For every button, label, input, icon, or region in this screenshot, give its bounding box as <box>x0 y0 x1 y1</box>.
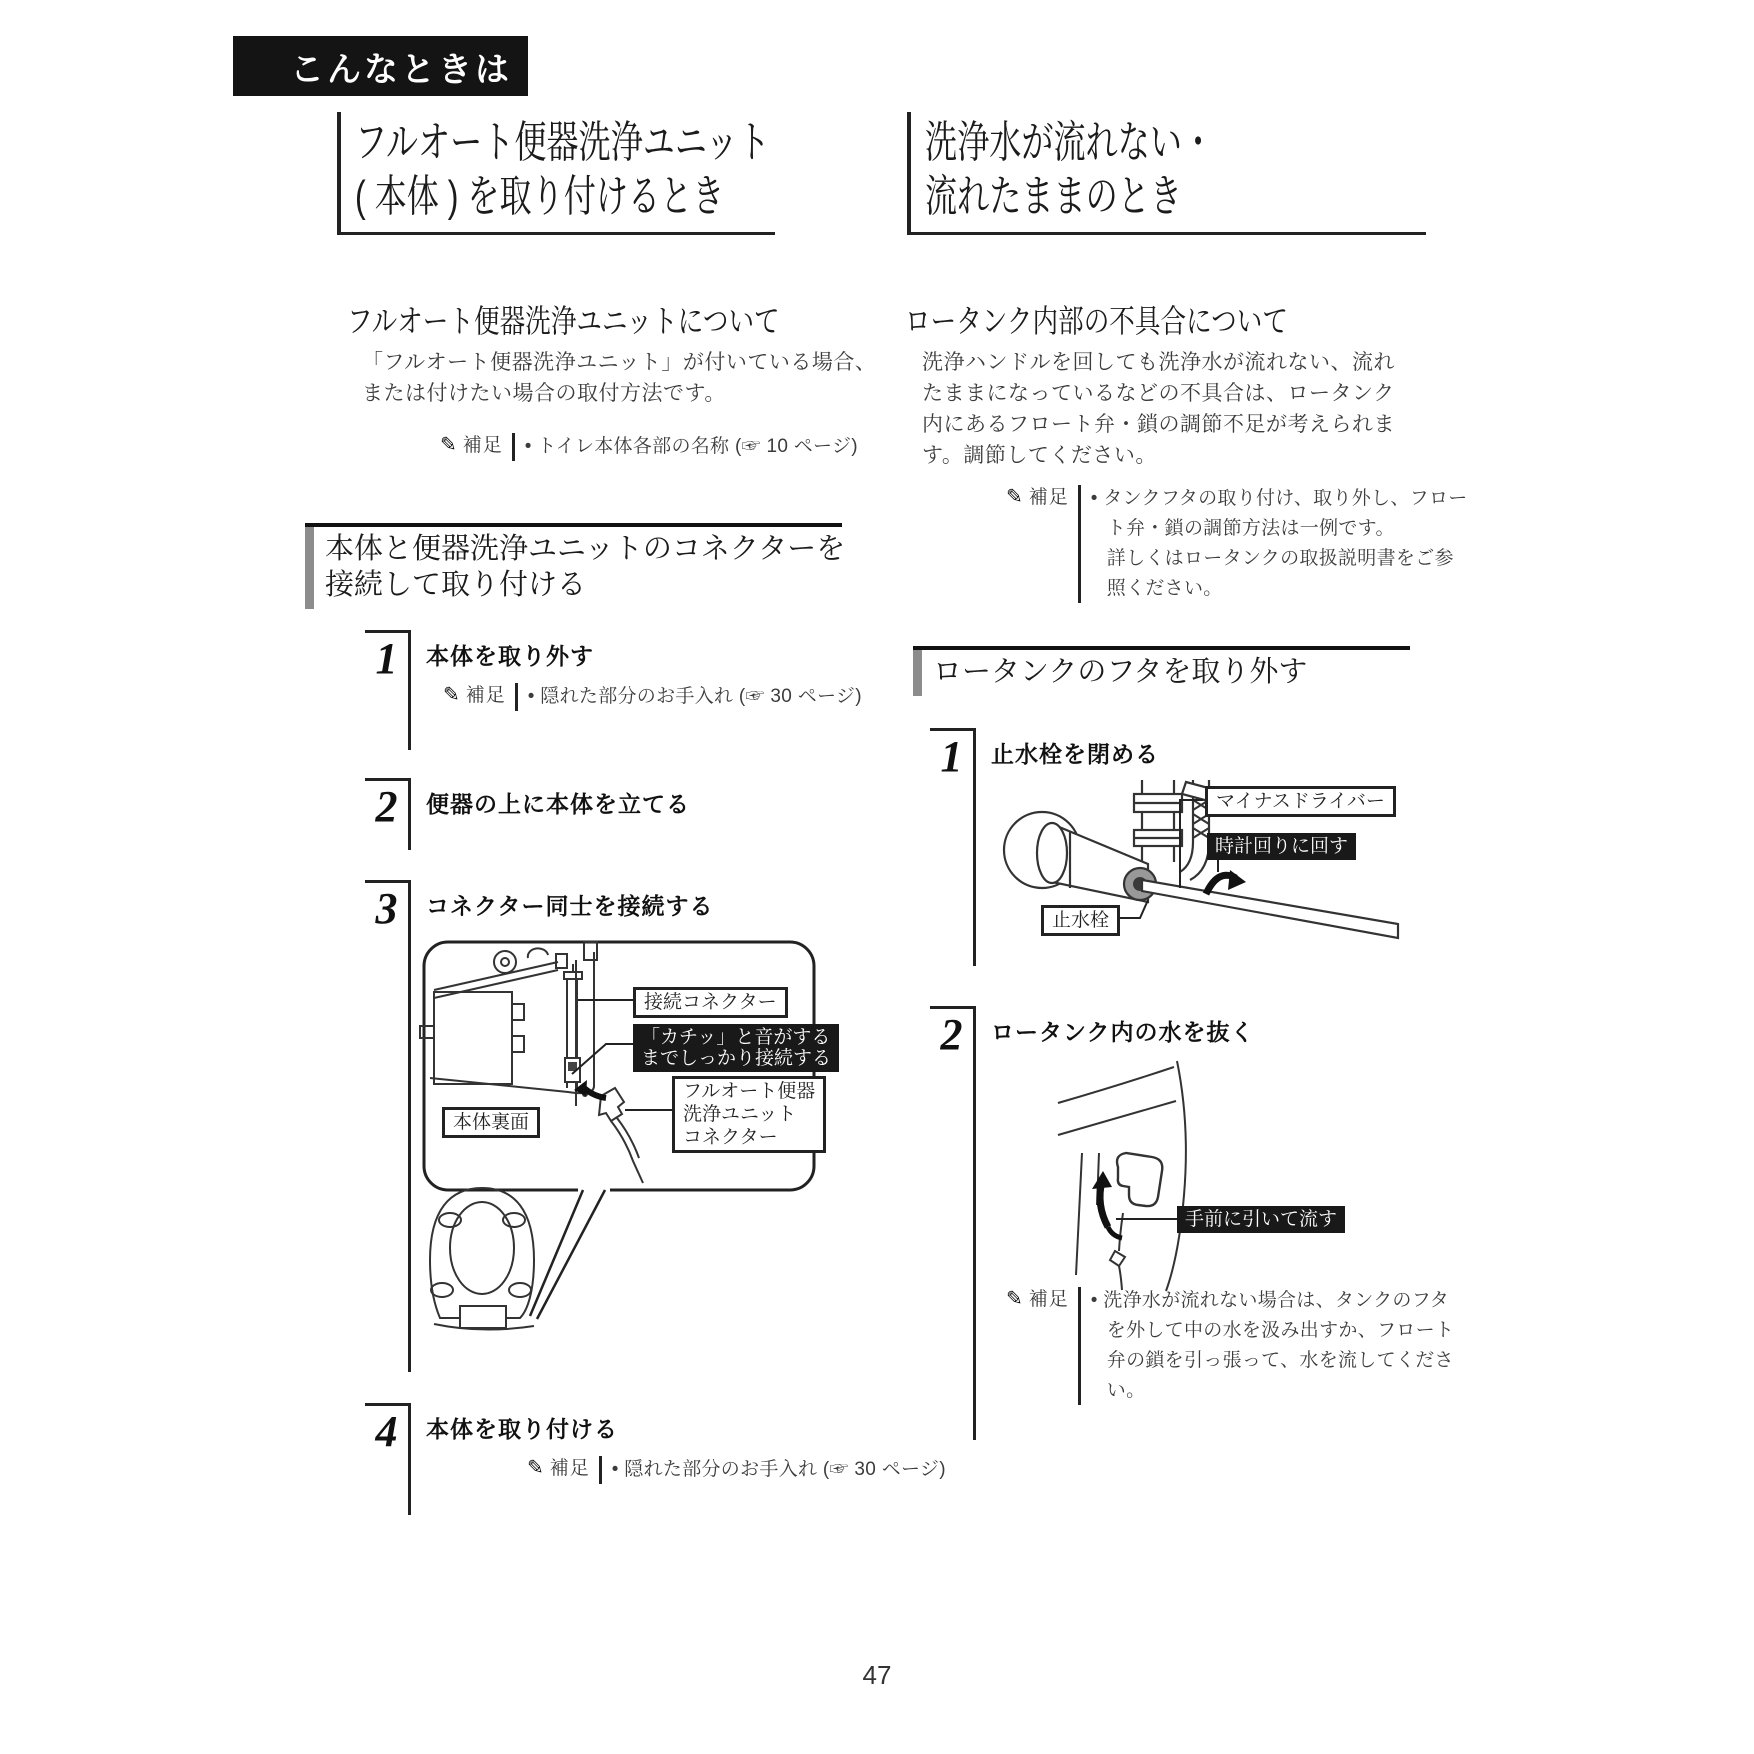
tank-handle-diagram <box>1020 1055 1350 1295</box>
turn-clockwise-label: 時計回りに回す <box>1207 833 1356 860</box>
step-content <box>411 778 690 850</box>
pencil-icon: ✎ <box>527 1457 544 1479</box>
unit-connector-label: フルオート便器 洗浄ユニット コネクター <box>672 1076 826 1153</box>
right-section-heading: ロータンク内部の不具合について <box>905 303 1288 339</box>
step-number: 4 <box>365 1403 411 1515</box>
left-subsection-text <box>314 527 845 609</box>
connector-label: 接続コネクター <box>633 987 788 1018</box>
pull-flush-label: 手前に引いて流す <box>1177 1206 1345 1233</box>
note-divider <box>1078 1287 1081 1405</box>
right-subsection-heading <box>913 646 1410 696</box>
right-title-line2: 流れたままのとき <box>925 172 1182 221</box>
left-subsection-line2: 接続して取り付ける <box>325 569 587 601</box>
step-number: 3 <box>365 880 411 1372</box>
left-section-heading: フルオート便器洗浄ユニットについて <box>347 303 780 339</box>
left-title <box>337 112 775 235</box>
left-subsection-line1: 本体と便器洗浄ユニットのコネクターを <box>325 533 846 565</box>
page-tag-label: こんなときは <box>290 50 512 89</box>
tank-note <box>1006 484 1468 604</box>
right-body-line3: 内にあるフロート弁・鎖の調節不足が考えられま <box>922 413 1395 436</box>
step-title: ロータンク内の水を抜く <box>991 1019 1255 1045</box>
step-title: 本体を取り付ける <box>426 1416 618 1442</box>
note-divider <box>512 433 515 461</box>
step-title: コネクター同士を接続する <box>426 893 714 919</box>
left-body-line1: 「フルオート便器洗浄ユニット」が付いている場合、 <box>362 351 877 374</box>
step4-note <box>527 1455 946 1485</box>
left-section-body <box>362 347 876 409</box>
subsection-bar <box>913 650 922 696</box>
left-body-line2: または付けたい場合の取付方法です。 <box>362 382 726 405</box>
note-label: 補足 <box>462 435 503 456</box>
click-sound-label: 「カチッ」と音がする までしっかり接続する <box>633 1024 839 1072</box>
pencil-icon: ✎ <box>440 434 457 456</box>
note-label: 補足 <box>465 685 506 706</box>
step-number: 2 <box>930 1006 976 1440</box>
pencil-icon: ✎ <box>1006 486 1023 508</box>
note-divider <box>1078 485 1081 603</box>
pencil-icon: ✎ <box>1006 1288 1023 1310</box>
note-divider <box>515 683 518 711</box>
note-label: 補足 <box>1028 1289 1069 1310</box>
step1-note <box>443 682 862 712</box>
left-title-line1: フルオート便器洗浄ユニット <box>355 118 770 167</box>
right-subsection-line1: ロータンクのフタを取り外す <box>933 656 1308 688</box>
note-label: 補足 <box>549 1458 590 1479</box>
note-text: • トイレ本体各部の名称 (☞ 10 ページ) <box>524 436 858 457</box>
step-title: 止水栓を閉める <box>991 741 1159 767</box>
note-text: • 隠れた部分のお手入れ (☞ 30 ページ) <box>611 1459 946 1480</box>
right-section-body <box>922 347 1395 471</box>
right-title <box>907 112 1426 235</box>
right-body-line2: たままになっているなどの不具合は、ロータンク <box>922 382 1395 405</box>
note-label: 補足 <box>1028 487 1069 508</box>
step-number: 2 <box>365 778 411 850</box>
right-title-line1: 洗浄水が流れない・ <box>925 118 1215 167</box>
subsection-bar <box>305 527 314 609</box>
page-tag <box>233 36 528 96</box>
right-body-line1: 洗浄ハンドルを回しても洗浄水が流れない、流れ <box>922 351 1395 374</box>
drain-note <box>1006 1286 1454 1406</box>
page-number: 47 <box>862 1660 892 1690</box>
note-text: • タンクフタの取り付け、取り外し、フロー ト弁・鎖の調節方法は一例です。 詳しくはロータンクの取扱説明書をご参 照ください。 <box>1090 488 1468 599</box>
left-subsection-heading <box>305 523 846 609</box>
step-number: 1 <box>365 630 411 750</box>
pencil-icon: ✎ <box>443 684 460 706</box>
left-intro-note <box>440 432 858 462</box>
step-title: 便器の上に本体を立てる <box>426 791 690 817</box>
unit-back-label: 本体裏面 <box>442 1107 540 1138</box>
stop-valve-label: 止水栓 <box>1041 905 1120 936</box>
note-text: • 隠れた部分のお手入れ (☞ 30 ページ) <box>527 686 862 707</box>
right-subsection-text <box>922 650 1307 696</box>
step-number: 1 <box>930 728 976 966</box>
step-left-2 <box>365 778 845 850</box>
screwdriver-label: マイナスドライバー <box>1205 786 1396 817</box>
left-title-line2: ( 本体 ) を取り付けるとき <box>355 172 725 221</box>
right-body-line4: す。調節してください。 <box>922 444 1157 467</box>
note-divider <box>599 1456 602 1484</box>
step-title: 本体を取り外す <box>426 643 594 669</box>
note-text: • 洗浄水が流れない場合は、タンクのフタ を外して中の水を汲み出すか、フロート 弁の鎖を引っ張って、水を流してくださ い。 <box>1090 1290 1455 1401</box>
